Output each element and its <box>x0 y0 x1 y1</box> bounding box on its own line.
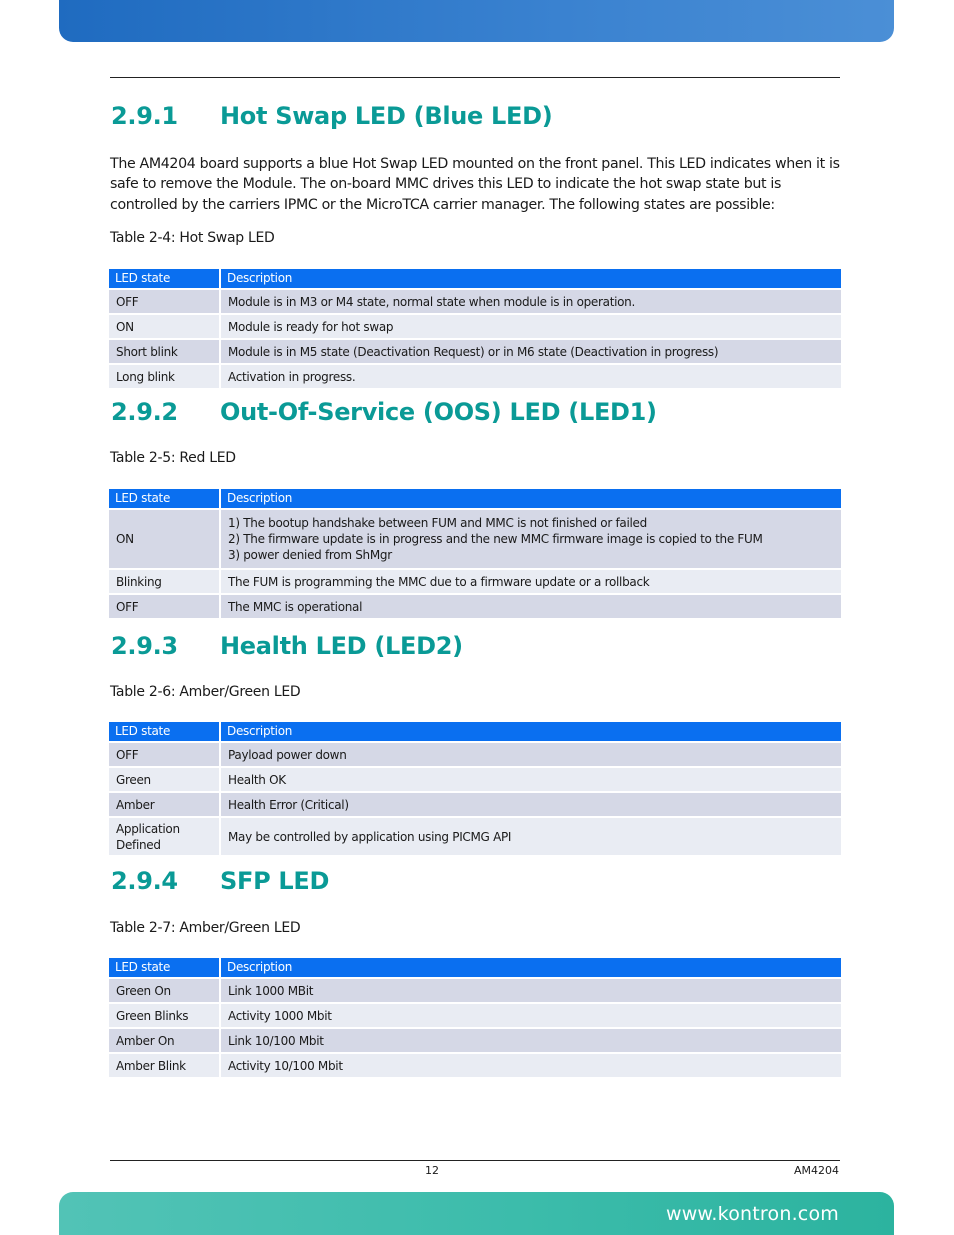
description-line: 2) The firmware update is in progress and the new MMC firmware image is copied to the FUM <box>228 532 763 546</box>
website-link[interactable]: www.kontron.com <box>665 1203 839 1225</box>
table-row <box>109 365 841 388</box>
description-line: 1) The bootup handshake between FUM and MMC is not finished or failed <box>228 516 647 530</box>
table-row <box>109 340 841 363</box>
table-row <box>109 743 841 766</box>
footer-rule <box>110 1160 840 1161</box>
led-state-cell: Short blink <box>109 340 219 363</box>
product-name: AM4204 <box>793 1164 839 1177</box>
description-line: 3) power denied from ShMgr <box>228 548 392 562</box>
led-state-cell <box>109 818 219 855</box>
led-state-cell: Green Blinks <box>109 1004 219 1027</box>
table-row <box>109 818 841 855</box>
description-cell: The FUM is programming the MMC due to a firmware update or a rollback <box>221 570 841 593</box>
section-number: 2.9.4 <box>111 867 178 895</box>
table-header-row <box>109 489 841 508</box>
table-row <box>109 1054 841 1077</box>
table-row <box>109 290 841 313</box>
table-row <box>109 768 841 791</box>
section-heading-2-9-1 <box>111 102 552 130</box>
column-header-description: Description <box>221 269 841 288</box>
section-number: 2.9.1 <box>111 102 178 130</box>
description-cell: May be controlled by application using PICMG API <box>221 818 841 855</box>
description-cell: Health OK <box>221 768 841 791</box>
description-cell: Module is in M3 or M4 state, normal state when module is in operation. <box>221 290 841 313</box>
column-header-led-state: LED state <box>109 722 219 741</box>
table-row <box>109 1029 841 1052</box>
table-row <box>109 1004 841 1027</box>
table-row <box>109 570 841 593</box>
description-cell: Payload power down <box>221 743 841 766</box>
description-cell: Activity 10/100 Mbit <box>221 1054 841 1077</box>
led-state-cell: Long blink <box>109 365 219 388</box>
description-cell: Link 10/100 Mbit <box>221 1029 841 1052</box>
description-cell <box>221 510 841 568</box>
table-row <box>109 315 841 338</box>
led-state-cell: Amber <box>109 793 219 816</box>
led-state-cell: OFF <box>109 743 219 766</box>
column-header-led-state: LED state <box>109 269 219 288</box>
led-state-cell: Green <box>109 768 219 791</box>
section-title: Health LED (LED2) <box>220 632 463 660</box>
health-led-table <box>107 720 843 857</box>
table-header-row <box>109 958 841 977</box>
top-banner <box>59 0 894 42</box>
red-led-table <box>107 487 843 620</box>
section-title: SFP LED <box>220 867 330 895</box>
table-row <box>109 595 841 618</box>
description-cell: The MMC is operational <box>221 595 841 618</box>
led-state-cell: OFF <box>109 595 219 618</box>
led-state-cell: OFF <box>109 290 219 313</box>
description-cell: Module is ready for hot swap <box>221 315 841 338</box>
table-header-row <box>109 269 841 288</box>
column-header-description: Description <box>221 489 841 508</box>
section-heading-2-9-2 <box>111 398 657 426</box>
header-rule <box>110 77 840 78</box>
table-row <box>109 510 841 568</box>
description-cell: Activity 1000 Mbit <box>221 1004 841 1027</box>
description-cell: Activation in progress. <box>221 365 841 388</box>
section-number: 2.9.3 <box>111 632 178 660</box>
led-state-line: Application <box>116 821 180 836</box>
table-caption: Table 2-7: Amber/Green LED <box>110 920 301 936</box>
page-number: 12 <box>425 1164 439 1177</box>
column-header-description: Description <box>221 722 841 741</box>
column-header-description: Description <box>221 958 841 977</box>
led-state-cell: Amber On <box>109 1029 219 1052</box>
description-cell: Health Error (Critical) <box>221 793 841 816</box>
section-heading-2-9-4 <box>111 867 329 895</box>
led-state-cell: Amber Blink <box>109 1054 219 1077</box>
table-header-row <box>109 722 841 741</box>
column-header-led-state: LED state <box>109 489 219 508</box>
bottom-banner <box>59 1192 894 1235</box>
description-cell: Link 1000 MBit <box>221 979 841 1002</box>
column-header-led-state: LED state <box>109 958 219 977</box>
table-caption: Table 2-4: Hot Swap LED <box>110 230 275 246</box>
table-row <box>109 979 841 1002</box>
section-title: Out-Of-Service (OOS) LED (LED1) <box>220 398 657 426</box>
hot-swap-led-table <box>107 267 843 390</box>
led-state-cell: ON <box>109 510 219 568</box>
section-title: Hot Swap LED (Blue LED) <box>220 102 553 130</box>
led-state-line: Defined <box>116 837 161 852</box>
table-row <box>109 793 841 816</box>
sfp-led-table <box>107 956 843 1079</box>
led-state-cell: Green On <box>109 979 219 1002</box>
section-paragraph: The AM4204 board supports a blue Hot Swap LED mounted on the front panel. This LED indicates when it is safe to remove the Module. The on-board MMC drives this LED to indicate the hot swap state but is controlled by the carriers IPMC or the MicroTCA carrier manager. The following states are possible: <box>110 156 840 213</box>
section-heading-2-9-3 <box>111 632 463 660</box>
table-caption: Table 2-5: Red LED <box>110 450 236 466</box>
table-caption: Table 2-6: Amber/Green LED <box>110 684 301 700</box>
description-cell: Module is in M5 state (Deactivation Request) or in M6 state (Deactivation in progress) <box>221 340 841 363</box>
section-number: 2.9.2 <box>111 398 178 426</box>
led-state-cell: Blinking <box>109 570 219 593</box>
led-state-cell: ON <box>109 315 219 338</box>
